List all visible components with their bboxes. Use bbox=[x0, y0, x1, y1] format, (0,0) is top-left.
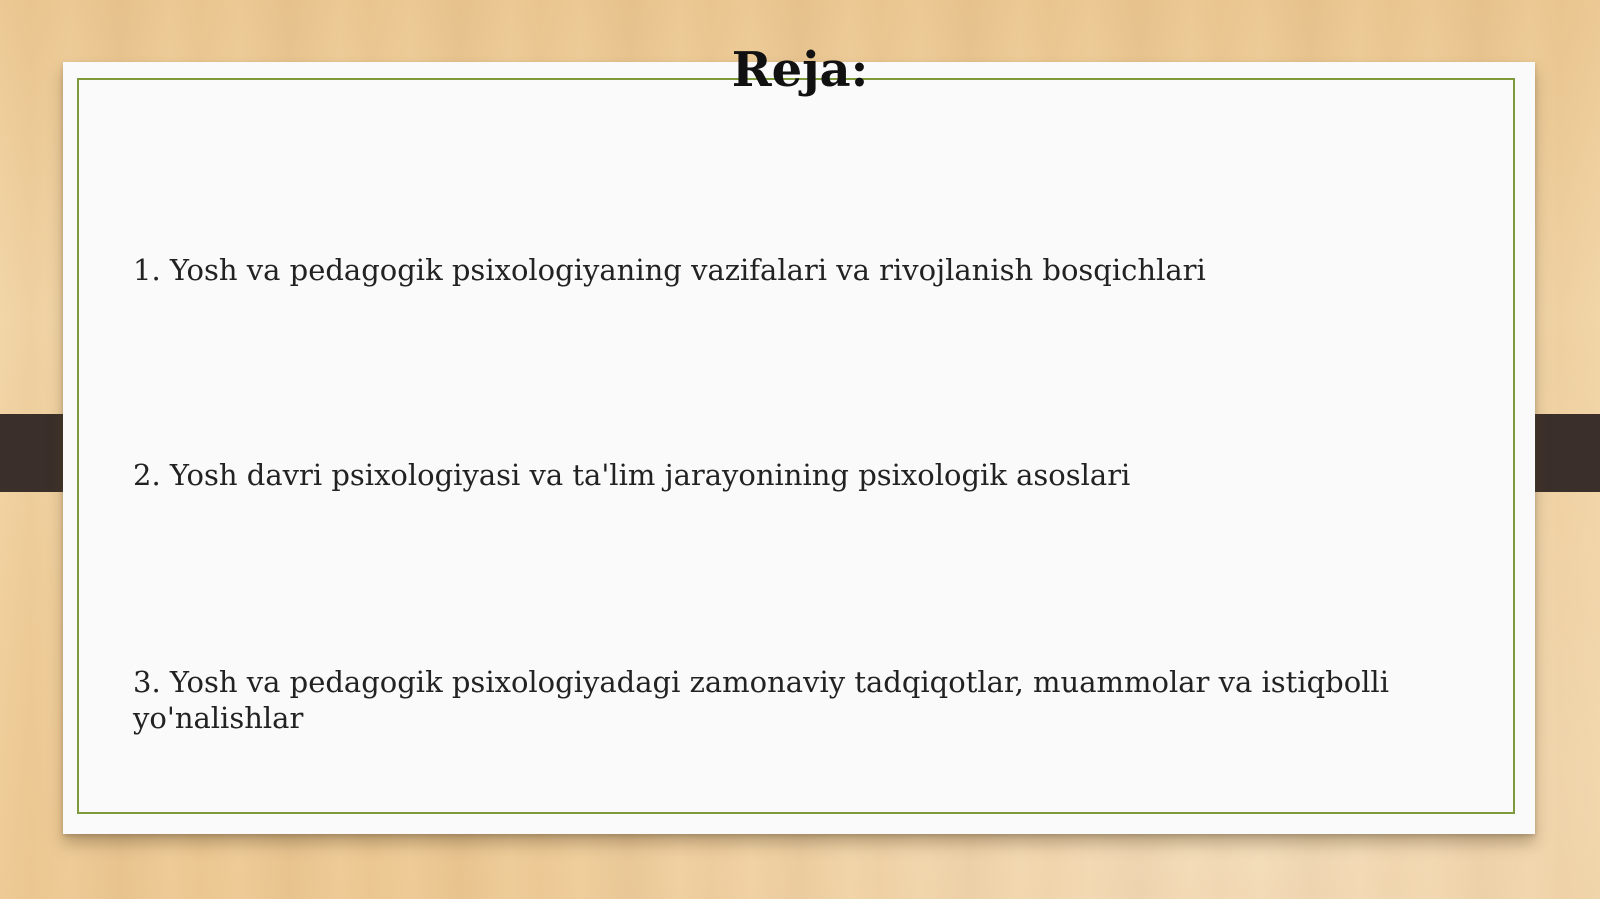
plan-item-2: 2. Yosh davri psixologiyasi va ta'lim jarayonining psixologik asoslari bbox=[133, 458, 1131, 492]
slide-title: Reja: bbox=[731, 42, 869, 98]
plan-item-1: 1. Yosh va pedagogik psixologiyaning vazifalari va rivojlanish bosqichlari bbox=[133, 253, 1206, 287]
plan-item-3: 3. Yosh va pedagogik psixologiyadagi zamonaviy tadqiqotlar, muammolar va istiqbolli yo'nalishlar bbox=[133, 665, 1389, 735]
